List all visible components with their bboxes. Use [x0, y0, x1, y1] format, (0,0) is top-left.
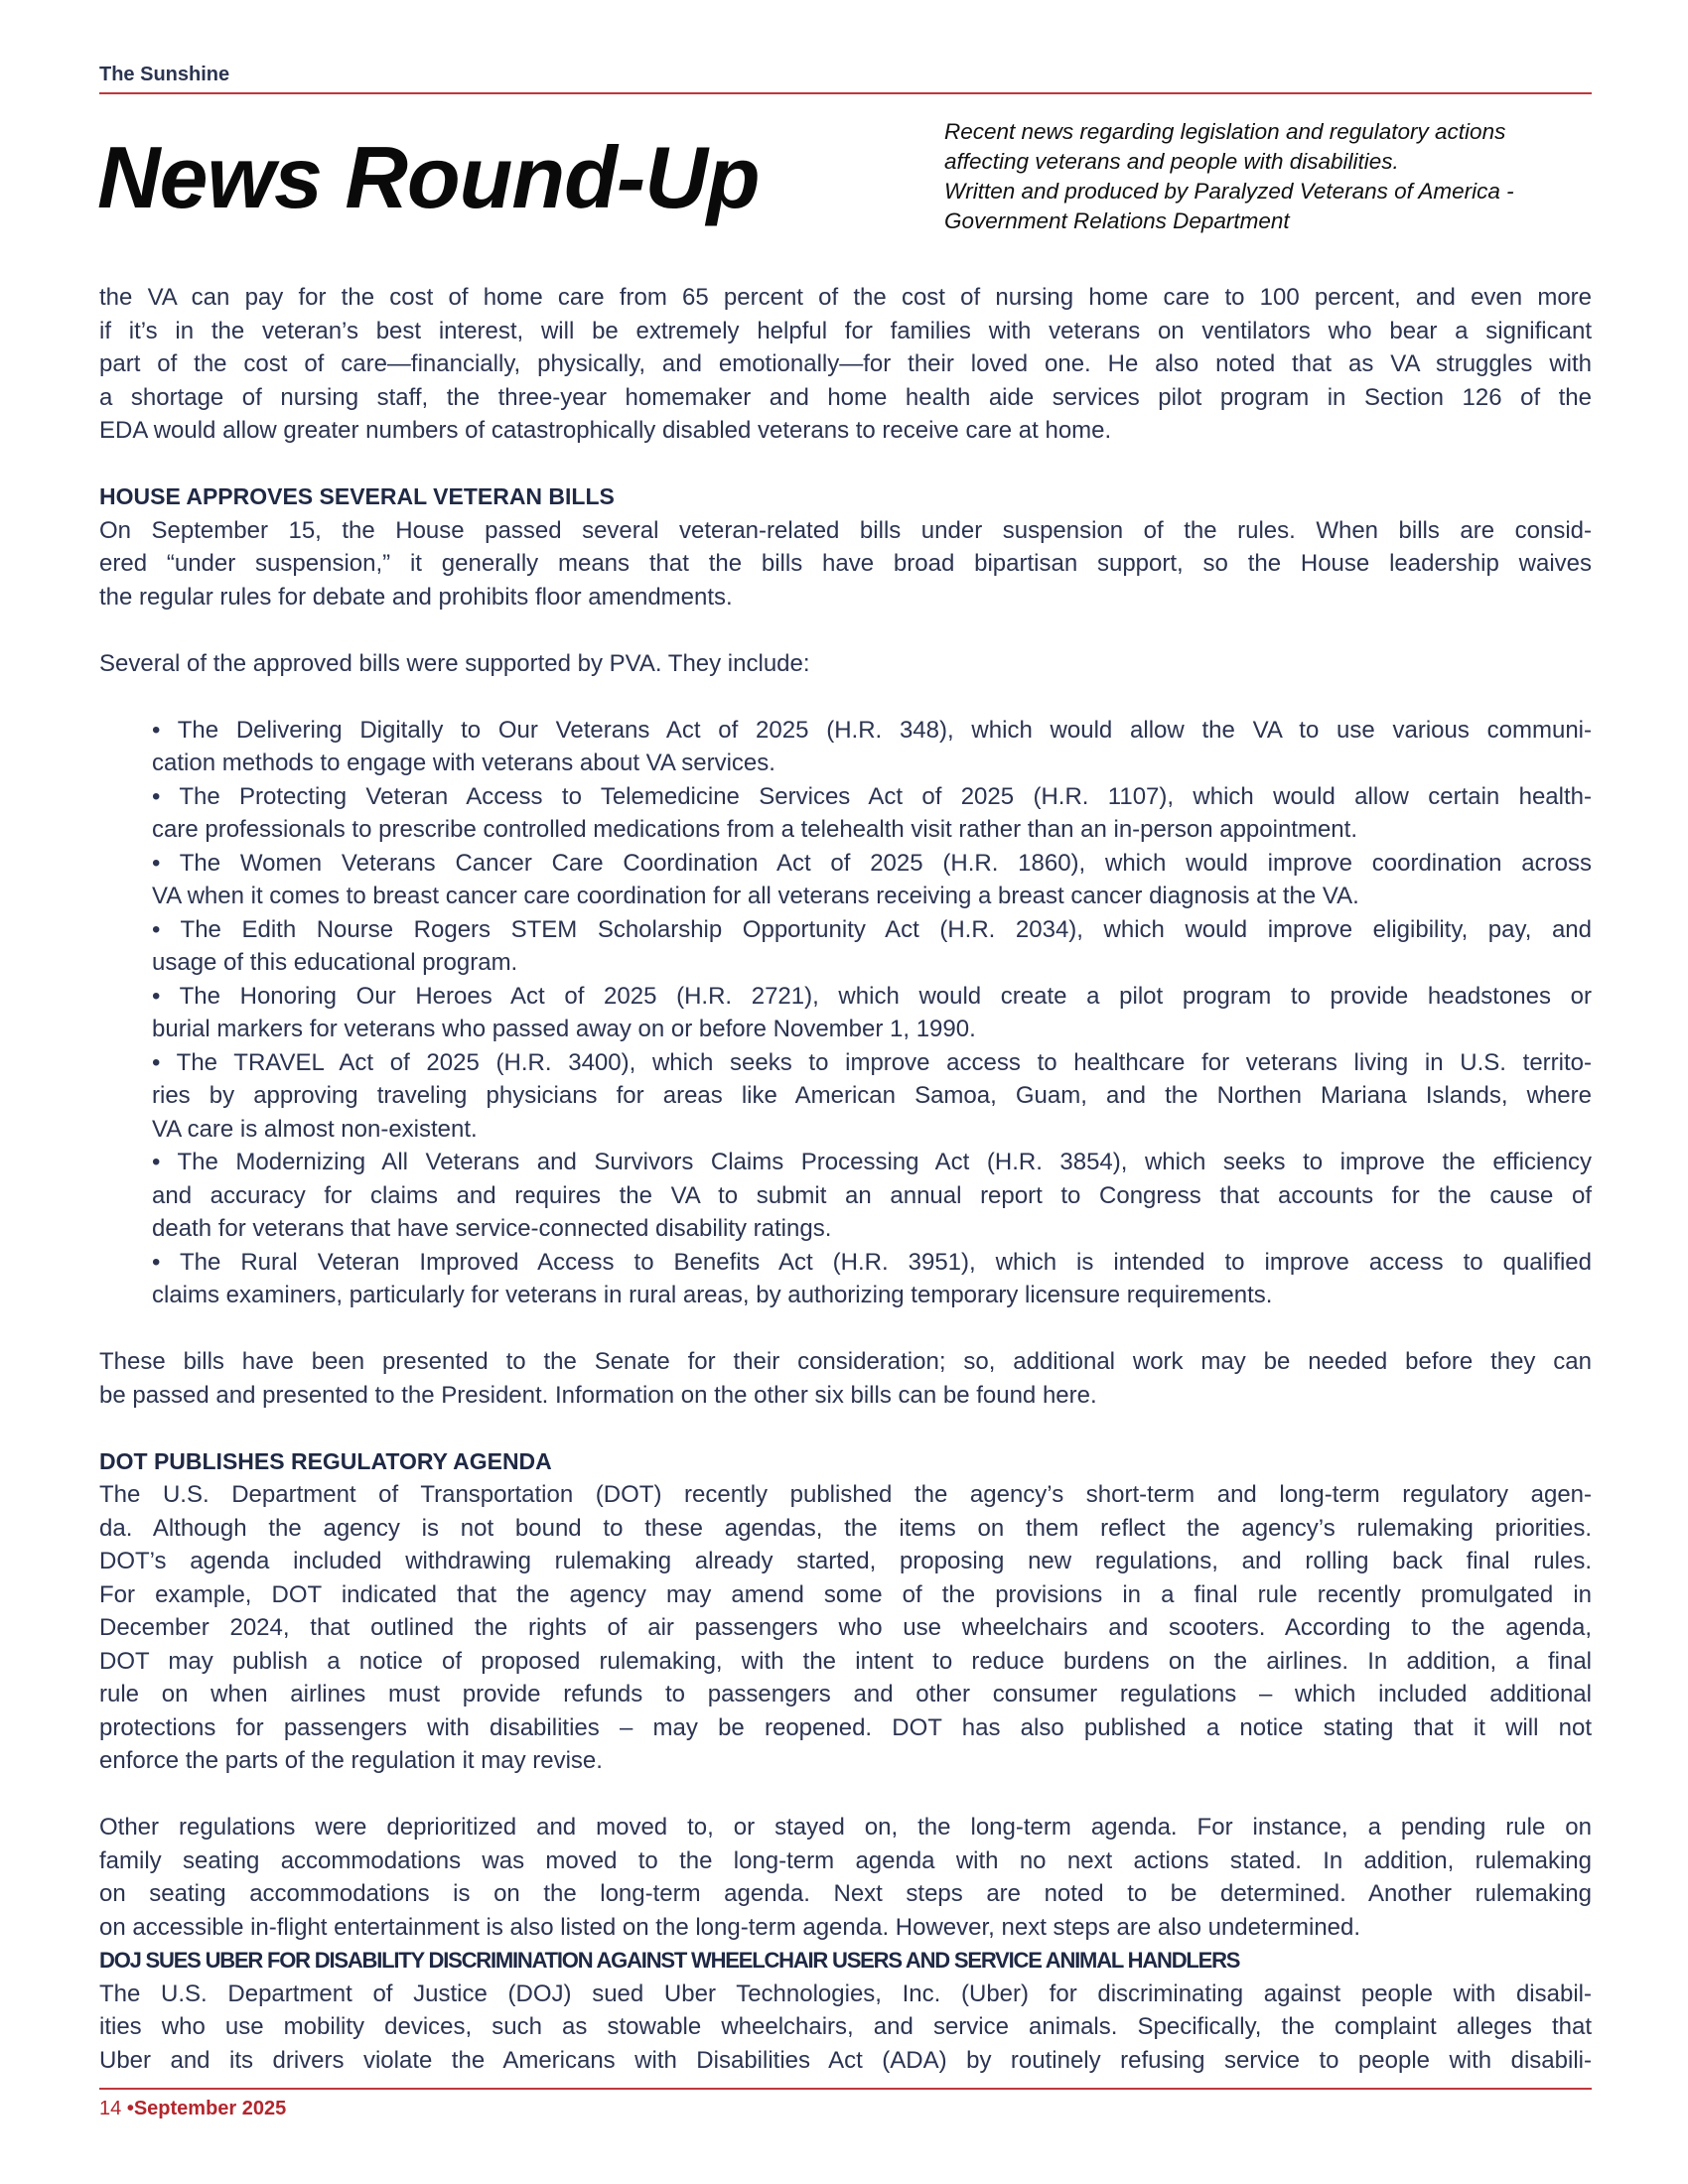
text-line: • The TRAVEL Act of 2025 (H.R. 3400), which seeks to improve access to healthcare for veterans living in U.S. territo- [152, 1048, 1592, 1076]
footer-separator: • [126, 2098, 134, 2119]
text-line: cation methods to engage with veterans about VA services. [152, 750, 775, 776]
bullet-item [152, 780, 1592, 847]
text-line: Uber and its drivers violate the Americans with Disabilities Act (ADA) by routinely refusing service to people with disabili- [99, 2046, 1592, 2074]
text-line: the VA can pay for the cost of home care from 65 percent of the cost of nursing home care to 100 percent, and even more [99, 284, 1592, 311]
text-line: On September 15, the House passed several veteran-related bills under suspension of the rules. When bills are consid- [99, 516, 1592, 544]
text-line: • The Honoring Our Heroes Act of 2025 (H.R. 2721), which would create a pilot program to provide headstones or [152, 982, 1592, 1010]
text-line: death for veterans that have service-connected disability ratings. [152, 1215, 832, 1242]
text-line: Several of the approved bills were supported by PVA. They include: [99, 649, 810, 677]
section-heading: DOT PUBLISHES REGULATORY AGENDA [99, 1447, 552, 1474]
page-title: News Round-Up [97, 128, 760, 226]
text-line: usage of this educational program. [152, 949, 518, 976]
text-line: • The Protecting Veteran Access to Telemedicine Services Act of 2025 (H.R. 1107), which would allow certain health- [152, 782, 1592, 810]
text-line: family seating accommodations was moved to the long-term agenda with no next actions stated. In addition, rulemaking [99, 1846, 1592, 1874]
text-line: rule on when airlines must provide refunds to passengers and other consumer regulations – which included additional [99, 1681, 1592, 1707]
text-line: These bills have been presented to the Senate for their consideration; so, additional work may be needed before they can [99, 1348, 1592, 1375]
paragraph [99, 1978, 1592, 2078]
text-line: care professionals to prescribe controlled medications from a telehealth visit rather than an in-person appointment. [152, 816, 1357, 843]
text-line: enforce the parts of the regulation it may revise. [99, 1747, 603, 1774]
text-line: on seating accommodations is on the long-term agenda. Next steps are noted to be determined. Another rulemaking [99, 1880, 1592, 1907]
text-line: The U.S. Department of Justice (DOJ) sued Uber Technologies, Inc. (Uber) for discriminating against people with disabil- [99, 1979, 1592, 2007]
text-line: burial markers for veterans who passed away on or before November 1, 1990. [152, 1016, 976, 1042]
text-line: claims examiners, particularly for veterans in rural areas, by authorizing temporary licensure requirements. [152, 1282, 1273, 1308]
text-line: if it’s in the veteran’s best interest, will be extremely helpful for families with veterans on ventilators who bear a significant [99, 317, 1592, 344]
spacer [99, 680, 1592, 714]
spacer [99, 1312, 1592, 1346]
text-line: be passed and presented to the President. Information on the other six bills can be found here. [99, 1381, 1097, 1409]
bullet-item [152, 913, 1592, 980]
header-rule [99, 92, 1592, 94]
text-line: DOT may publish a notice of proposed rulemaking, with the intent to reduce burdens on the airlines. In addition, a final [99, 1647, 1592, 1675]
text-line: The U.S. Department of Transportation (DOT) recently published the agency’s short-term and long-term regulatory agen- [99, 1481, 1592, 1508]
subtitle-line: affecting veterans and people with disabilities. [944, 149, 1399, 174]
text-line: • The Rural Veteran Improved Access to Benefits Act (H.R. 3951), which is intended to improve access to qualified [152, 1248, 1592, 1276]
paragraph [99, 1811, 1592, 1944]
bullet-item [152, 980, 1592, 1046]
publication-name: The Sunshine [99, 64, 230, 85]
text-line: part of the cost of care—financially, physically, and emotionally—for their loved one. He also noted that as VA struggles with [99, 350, 1592, 377]
page-subtitle [944, 117, 1600, 236]
paragraph [99, 514, 1592, 614]
paragraph [99, 1345, 1592, 1412]
section-heading: HOUSE APPROVES SEVERAL VETERAN BILLS [99, 483, 615, 509]
page-number: 14 [99, 2098, 122, 2119]
subtitle-line: Recent news regarding legislation and regulatory actions [944, 119, 1506, 144]
text-line: VA when it comes to breast cancer care coordination for all veterans receiving a breast cancer diagnosis at the VA. [152, 883, 1359, 909]
text-line: a shortage of nursing staff, the three-year homemaker and home health aide services pilot program in Section 126 of the [99, 383, 1592, 411]
bullet-item [152, 1246, 1592, 1312]
text-line: ities who use mobility devices, such as stowable wheelchairs, and service animals. Specifically, the complaint alleges that [99, 2013, 1592, 2040]
spacer [99, 1412, 1592, 1445]
spacer [99, 1778, 1592, 1812]
text-line: • The Edith Nourse Rogers STEM Scholarship Opportunity Act (H.R. 2034), which would improve eligibility, pay, and [152, 915, 1592, 943]
issue-date: September 2025 [133, 2098, 287, 2119]
text-line: VA care is almost non-existent. [152, 1115, 478, 1143]
text-line: ered “under suspension,” it generally means that the bills have broad bipartisan support, so the House leadership waives [99, 550, 1592, 577]
paragraph [99, 281, 1592, 448]
text-line: and accuracy for claims and requires the VA to submit an annual report to Congress that accounts for the cause of [152, 1181, 1592, 1209]
text-line: EDA would allow greater numbers of catastrophically disabled veterans to receive care at home. [99, 417, 1112, 444]
text-line: the regular rules for debate and prohibits floor amendments. [99, 583, 733, 611]
page-footer [99, 2098, 286, 2120]
text-line: da. Although the agency is not bound to these agendas, the items on them reflect the agency’s rulemaking priorities. [99, 1514, 1592, 1542]
spacer [99, 448, 1592, 481]
bullet-item [152, 1046, 1592, 1147]
text-line: on accessible in-flight entertainment is also listed on the long-term agenda. However, next steps are also undetermined. [99, 1913, 1361, 1941]
text-line: DOT’s agenda included withdrawing rulemaking already started, proposing new regulations, and rolling back final rules. [99, 1548, 1592, 1574]
footer-rule [99, 2088, 1592, 2090]
text-line: • The Delivering Digitally to Our Veterans Act of 2025 (H.R. 348), which would allow the VA to use various communi- [152, 716, 1592, 744]
text-line: December 2024, that outlined the rights of air passengers who use wheelchairs and scooters. According to the agenda, [99, 1614, 1592, 1641]
spacer [99, 614, 1592, 647]
section-heading: DOJ SUES UBER FOR DISABILITY DISCRIMINATION AGAINST WHEELCHAIR USERS AND SERVICE ANIMAL HANDLERS [99, 1948, 1240, 1973]
paragraph [99, 1478, 1592, 1778]
article-body [99, 281, 1592, 2077]
bullet-item [152, 1146, 1592, 1246]
subtitle-line: Written and produced by Paralyzed Veterans of America - [944, 179, 1514, 204]
text-line: For example, DOT indicated that the agency may amend some of the provisions in a final rule recently promulgated in [99, 1580, 1592, 1608]
text-line: • The Women Veterans Cancer Care Coordination Act of 2025 (H.R. 1860), which would improve coordination across [152, 849, 1592, 877]
text-line: Other regulations were deprioritized and moved to, or stayed on, the long-term agenda. For instance, a pending rule on [99, 1814, 1592, 1841]
bullet-item [152, 847, 1592, 913]
text-line: protections for passengers with disabilities – may be reopened. DOT has also published a notice stating that it will not [99, 1713, 1592, 1741]
subtitle-line: Government Relations Department [944, 208, 1290, 233]
bullet-item [152, 714, 1592, 780]
text-line: ries by approving traveling physicians for areas like American Samoa, Guam, and the Northen Mariana Islands, where [152, 1082, 1592, 1109]
paragraph [99, 647, 1592, 681]
bullet-list [99, 714, 1592, 1312]
text-line: • The Modernizing All Veterans and Survivors Claims Processing Act (H.R. 3854), which seeks to improve the efficiency [152, 1149, 1592, 1175]
